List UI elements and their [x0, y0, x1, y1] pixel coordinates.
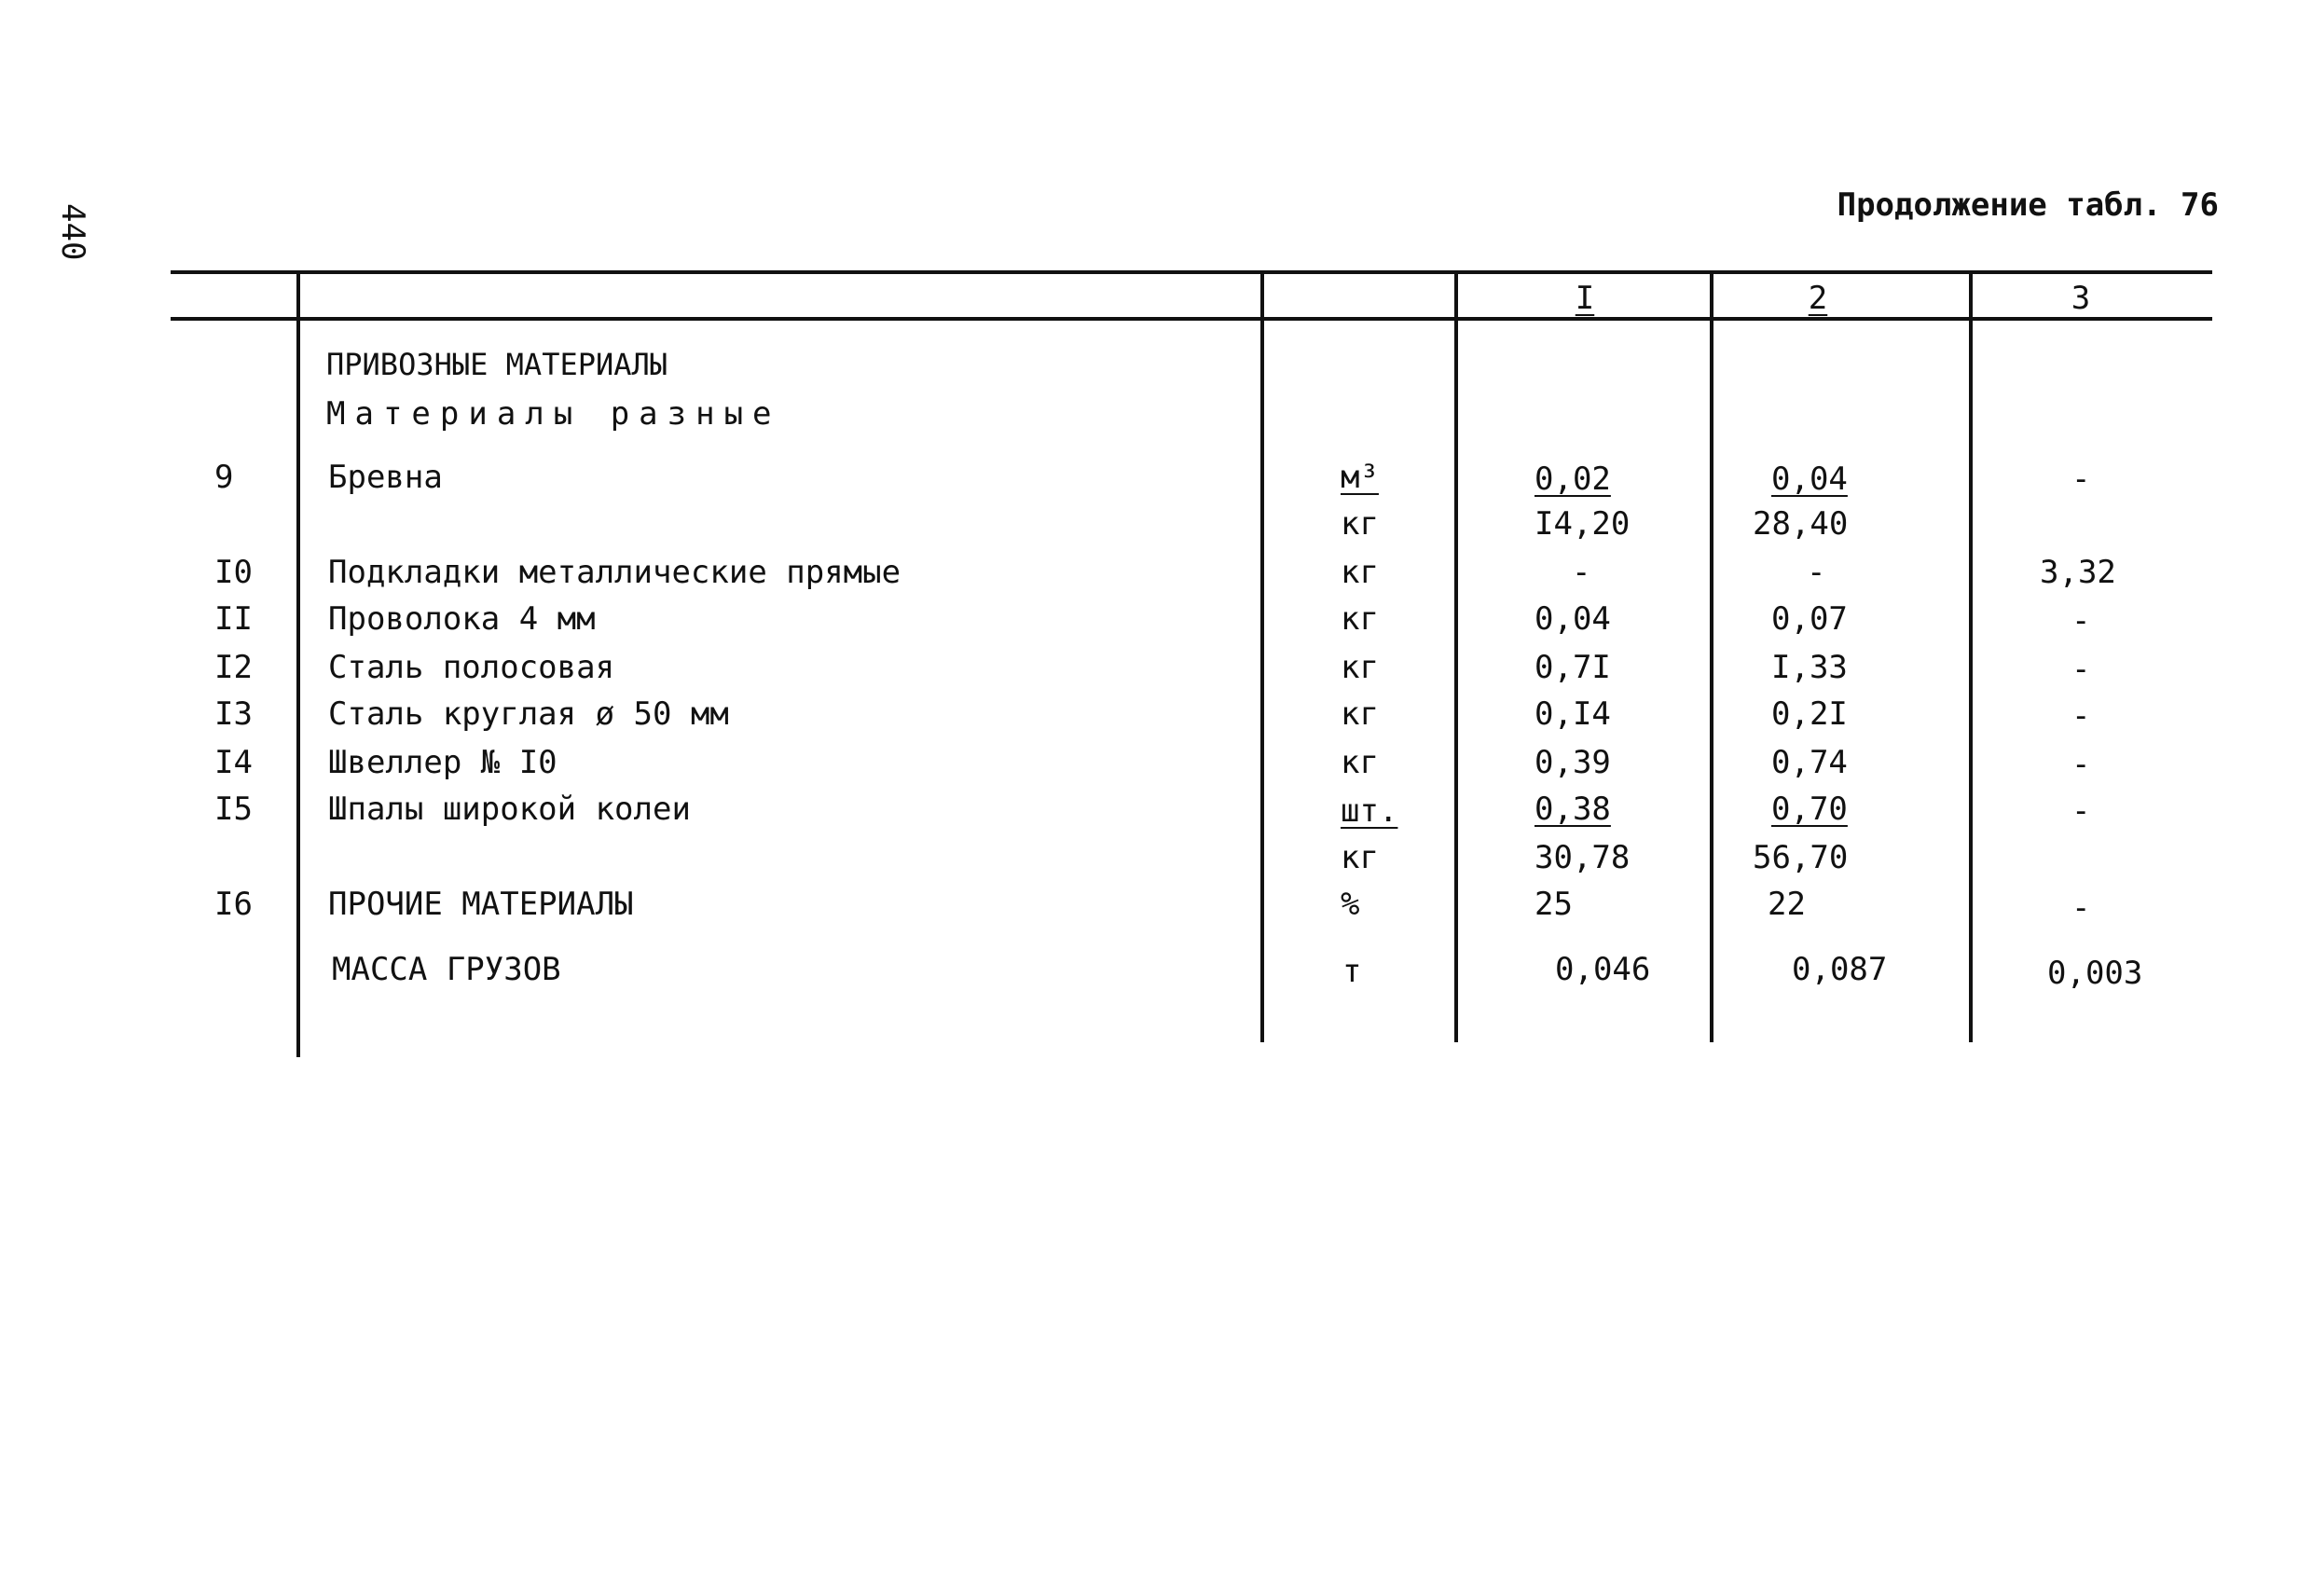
- section-title: ПРИВОЗНЫЕ МАТЕРИАЛЫ: [326, 347, 668, 382]
- unit: %: [1341, 886, 1360, 923]
- value-col2: 0,70: [1771, 791, 1848, 828]
- row-number: I2: [214, 649, 253, 686]
- value-col2: I,33: [1771, 649, 1848, 686]
- material-name: МАССА ГРУЗОВ: [332, 951, 561, 988]
- material-name: Бревна: [328, 459, 443, 496]
- value-col3: -: [2071, 697, 2091, 735]
- value-col2: 0,2I: [1771, 695, 1848, 733]
- column-heading-1: I: [1575, 280, 1595, 317]
- value-col3: 0,003: [2047, 955, 2143, 992]
- column-divider-3: [1454, 270, 1458, 1042]
- row-number: II: [214, 600, 253, 638]
- material-name: Сталь круглая ø 50 мм: [328, 695, 729, 733]
- row-number: I6: [214, 886, 253, 923]
- unit: шт.: [1341, 792, 1398, 830]
- row-number: I0: [214, 554, 253, 591]
- value-col3: -: [2071, 461, 2091, 498]
- value-col1: 0,04: [1534, 600, 1611, 638]
- unit: м³: [1341, 459, 1379, 496]
- material-name: Проволока 4 мм: [328, 600, 596, 638]
- value-col2: 0,07: [1771, 600, 1848, 638]
- material-name: ПРОЧИЕ МАТЕРИАЛЫ: [328, 886, 634, 923]
- unit-secondary: кг: [1341, 505, 1379, 543]
- unit: кг: [1341, 695, 1379, 733]
- value-col1-secondary: I4,20: [1534, 505, 1631, 543]
- value-col2: 0,74: [1771, 744, 1848, 781]
- material-name: Швеллер № I0: [328, 744, 557, 781]
- column-divider-5: [1969, 270, 1973, 1042]
- table-header-rule: [171, 317, 2212, 321]
- unit: т: [1342, 953, 1362, 990]
- column-divider-1: [296, 270, 300, 1057]
- material-name: Подкладки металлические прямые: [328, 554, 901, 591]
- value-col3: 3,32: [2040, 554, 2116, 591]
- value-col2: 0,087: [1792, 951, 1888, 988]
- value-col1: 0,38: [1534, 791, 1611, 828]
- table-caption: Продолжение табл. 76: [1837, 186, 2219, 224]
- value-col2-secondary: 28,40: [1753, 505, 1849, 543]
- column-divider-4: [1710, 270, 1713, 1042]
- value-col3: -: [2071, 746, 2091, 783]
- table-top-rule: [171, 270, 2212, 274]
- unit: кг: [1341, 554, 1379, 591]
- unit: кг: [1341, 600, 1379, 638]
- row-number: I5: [214, 791, 253, 828]
- unit: кг: [1341, 649, 1379, 686]
- column-divider-2: [1260, 270, 1264, 1042]
- value-col1: 0,02: [1534, 461, 1611, 498]
- value-col1: -: [1572, 554, 1591, 591]
- value-col2: 0,04: [1771, 461, 1848, 498]
- row-number: I4: [214, 744, 253, 781]
- section-subtitle: Материалы разные: [326, 395, 781, 433]
- value-col1: 0,I4: [1534, 695, 1611, 733]
- row-number: 9: [214, 459, 234, 496]
- unit: кг: [1341, 744, 1379, 781]
- value-col3: -: [2071, 889, 2091, 927]
- value-col2-secondary: 56,70: [1753, 839, 1849, 876]
- unit-secondary: кг: [1341, 839, 1379, 876]
- page-number: 440: [54, 203, 91, 261]
- value-col2: -: [1807, 554, 1826, 591]
- column-heading-3: 3: [2071, 280, 2091, 317]
- column-heading-2: 2: [1808, 280, 1828, 317]
- value-col1: 0,39: [1534, 744, 1611, 781]
- value-col3: -: [2071, 651, 2091, 688]
- value-col1-secondary: 30,78: [1534, 839, 1631, 876]
- row-number: I3: [214, 695, 253, 733]
- value-col2: 22: [1768, 886, 1806, 923]
- material-name: Шпалы широкой колеи: [328, 791, 691, 828]
- value-col3: -: [2071, 602, 2091, 640]
- value-col1: 0,7I: [1534, 649, 1611, 686]
- material-name: Сталь полосовая: [328, 649, 615, 686]
- value-col1: 25: [1534, 886, 1573, 923]
- value-col1: 0,046: [1555, 951, 1651, 988]
- value-col3: -: [2071, 792, 2091, 830]
